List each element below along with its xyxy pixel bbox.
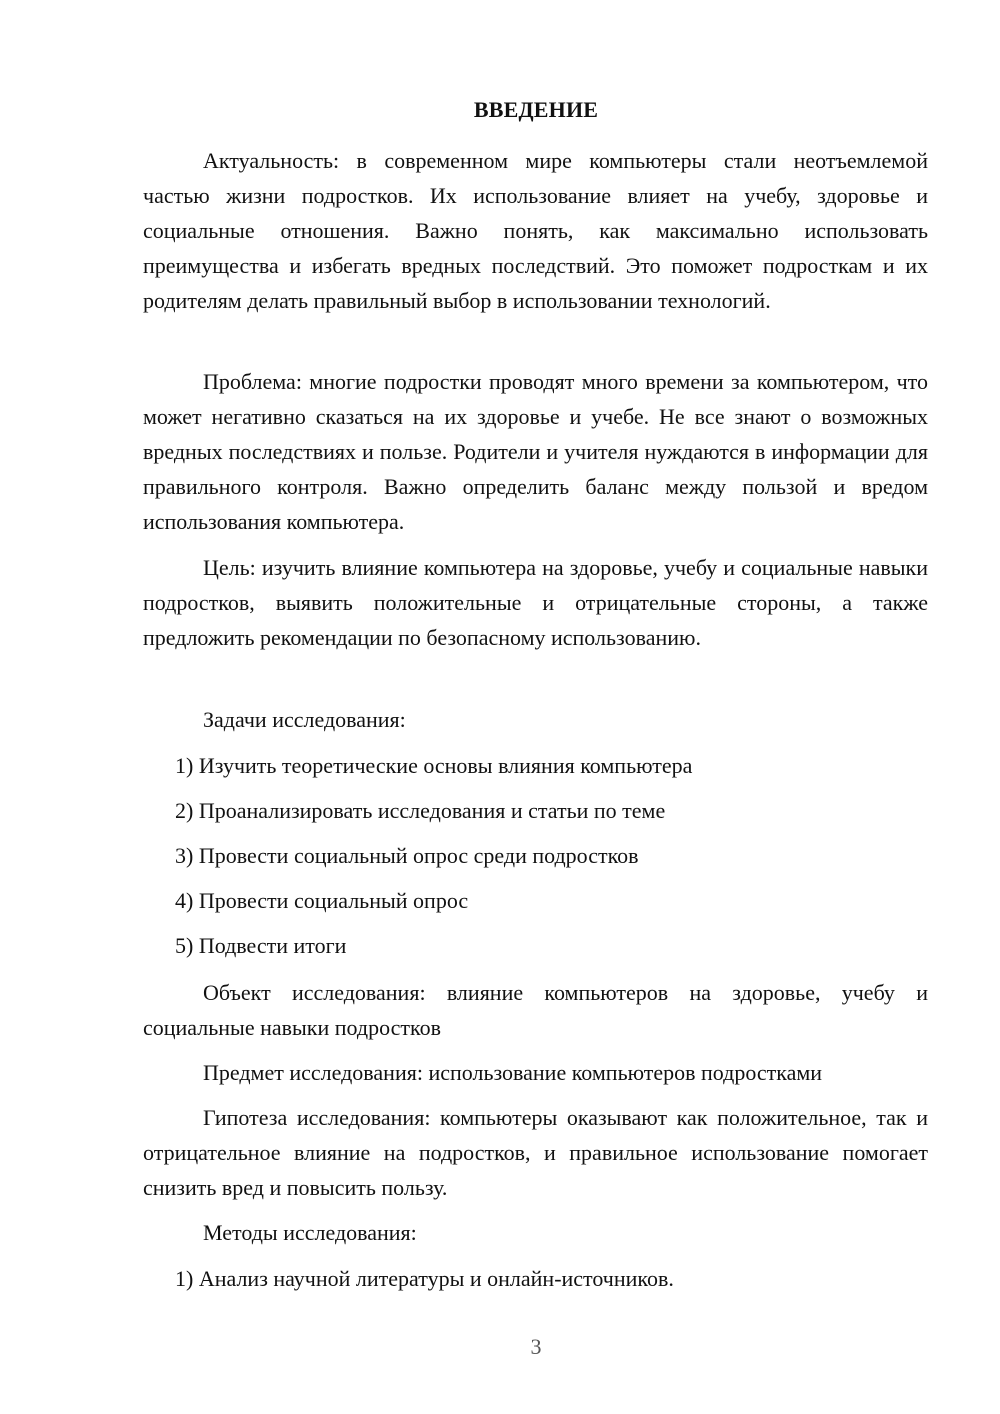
hypothesis-paragraph: Гипотеза исследования: компьютеры оказывают как положительное, так и отрицательное влияние на подростков, и правильное использование помогает снизить вред и повысить пользу. <box>143 1105 928 1200</box>
tasks-heading: Задачи исследования: <box>203 707 406 732</box>
methods-heading: Методы исследования: <box>203 1220 417 1245</box>
page-title: ВВЕДЕНИЕ <box>473 97 599 122</box>
task-item: 5) Подвести итоги <box>175 933 347 958</box>
task-item: 3) Провести социальный опрос среди подростков <box>175 843 639 868</box>
task-item: 4) Провести социальный опрос <box>175 888 469 913</box>
task-item: 2) Проанализировать исследования и статьи по теме <box>175 798 666 823</box>
method-item: 1) Анализ научной литературы и онлайн-источников. <box>175 1266 674 1291</box>
problem-paragraph: Проблема: многие подростки проводят много времени за компьютером, что может негативно сказаться на их здоровье и учебе. Не все знают о возможных вредных последствиях и пользе. Родители и учителя нуждаются в информации для правильного контроля. Важно определить баланс между пользой и вредом использования компьютера. <box>143 369 928 534</box>
object-paragraph: Объект исследования: влияние компьютеров на здоровье, учебу и социальные навыки подростков <box>143 980 928 1040</box>
task-item: 1) Изучить теоретические основы влияния компьютера <box>175 753 693 778</box>
relevance-paragraph: Актуальность: в современном мире компьютеры стали неотъемлемой частью жизни подростков. Их использование влияет на учебу, здоровье и социальные отношения. Важно понять, как максимально использовать преимущества и избегать вредных последствий. Это поможет подросткам и их родителям делать правильный выбор в использовании технологий. <box>143 148 928 313</box>
page-number: 3 <box>530 1334 542 1359</box>
goal-paragraph: Цель: изучить влияние компьютера на здоровье, учебу и социальные навыки подростков, выявить положительные и отрицательные стороны, а также предложить рекомендации по безопасному использованию. <box>143 555 928 650</box>
subject-paragraph: Предмет исследования: использование компьютеров подростками <box>203 1060 823 1085</box>
